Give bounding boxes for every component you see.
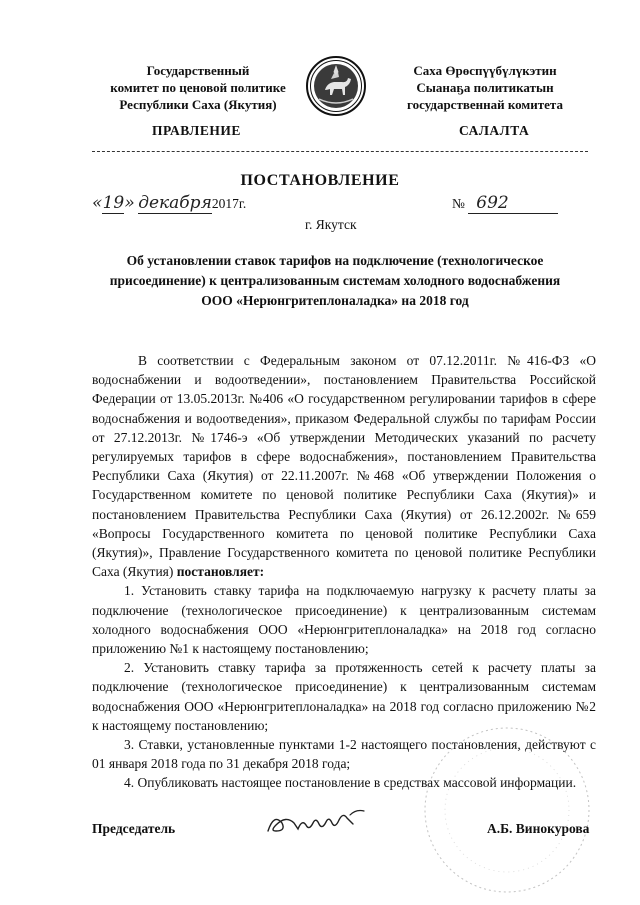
date-day: 19: [102, 193, 125, 213]
subject-line: Об установлении ставок тарифов на подключение (технологическое: [126, 253, 544, 268]
header-right: [372, 62, 598, 113]
document-number: [452, 193, 558, 214]
number-prefix: №: [452, 196, 465, 211]
resolves-word: постановляет:: [176, 564, 265, 580]
section-left-label: ПРАВЛЕНИЕ: [152, 123, 241, 138]
preamble-text: В соответствии с Федеральным законом от 07.12.2011г. №416-ФЗ «О водоснабжении и водоотведении», постановлением Правительства Российской Федерации от 13.05.2013г. №406 «О государственном регулировании тарифов в сфере водоснабжения и водоотведения», приказом Федеральной службы по тарифам России от 27.12.2013г. №1746-э «Об утверждении Методических указаний по расчету регулируемых тарифов в сфере водоснабжения», постановлением Правительства Республики Саха (Якутия) от 22.11.2007г. №468 «Об утверждении Положения о Государственном комитете по ценовой политике Республики Саха (Якутия)» и постановлением Правительства Республики Саха (Якутия) от 26.12.2002г. №659 «Вопросы Государственного комитета по ценовой политике Республики Саха (Якутия)», Правление Государственного комитета по ценовой политике Республики Саха (Якутия): [92, 353, 596, 580]
list-item: 4. Опубликовать настоящее постановление в средствах массовой информации.: [124, 775, 577, 791]
header-right-line: Саха Өрөспүүбүлүкэтин: [413, 63, 557, 78]
document-subject: [70, 251, 600, 311]
subject-line: присоединение) к централизованным системам холодного водоснабжения: [109, 273, 561, 288]
header-left-line: комитет по ценовой политике: [110, 80, 286, 95]
header-right-line: государственнай комитета: [407, 97, 563, 112]
list-item: 3. Ставки, установленные пунктами 1-2 настоящего постановления, действуют с 01 января 2018 года по 31 декабря 2018 года;: [92, 737, 596, 772]
list-item: 2. Установить ставку тарифа за протяженность сетей к расчету платы за подключение (технологическое присоединение) к централизованным системам водоснабжения ООО «Нерюнгритеплоналадка» на 2018 год согласно приложению №2 к настоящему постановлению;: [92, 660, 596, 733]
section-right-label: САЛАЛТА: [459, 123, 530, 138]
header-left-line: Государственный: [146, 63, 250, 78]
preamble-paragraph: [92, 351, 596, 581]
official-stamp: [392, 720, 612, 905]
header-right-line: Сыанаҕа политикатын: [416, 80, 554, 95]
date-year: 2017г.: [211, 196, 247, 211]
date-month: декабря: [138, 193, 212, 213]
list-item: 1. Установить ставку тарифа на подключаемую нагрузку к расчету платы за подключение (технологическое присоединение) к централизованным системам холодного водоснабжения ООО «Нерюнгритеплоналадка» на 2018 год согласно приложению №1 к настоящему постановлению;: [92, 583, 596, 657]
header-divider: [92, 151, 588, 152]
date-close-quote: »: [124, 193, 135, 213]
document-date: [92, 193, 246, 214]
subject-line: ООО «Нерюнгритеплоналадка» на 2018 год: [201, 293, 469, 308]
header-left-line: Республики Саха (Якутия): [119, 97, 277, 112]
handwritten-signature: [262, 803, 374, 848]
signature-role: Председатель: [92, 821, 176, 836]
signatory-name: А.Б. Винокурова: [487, 821, 590, 836]
header-left: [92, 62, 304, 113]
number-value: 692: [468, 193, 558, 214]
city: г. Якутск: [305, 217, 357, 232]
document-title: ПОСТАНОВЛЕНИЕ: [240, 172, 400, 189]
date-open-quote: «: [92, 193, 103, 213]
emblem-icon: [305, 55, 367, 117]
